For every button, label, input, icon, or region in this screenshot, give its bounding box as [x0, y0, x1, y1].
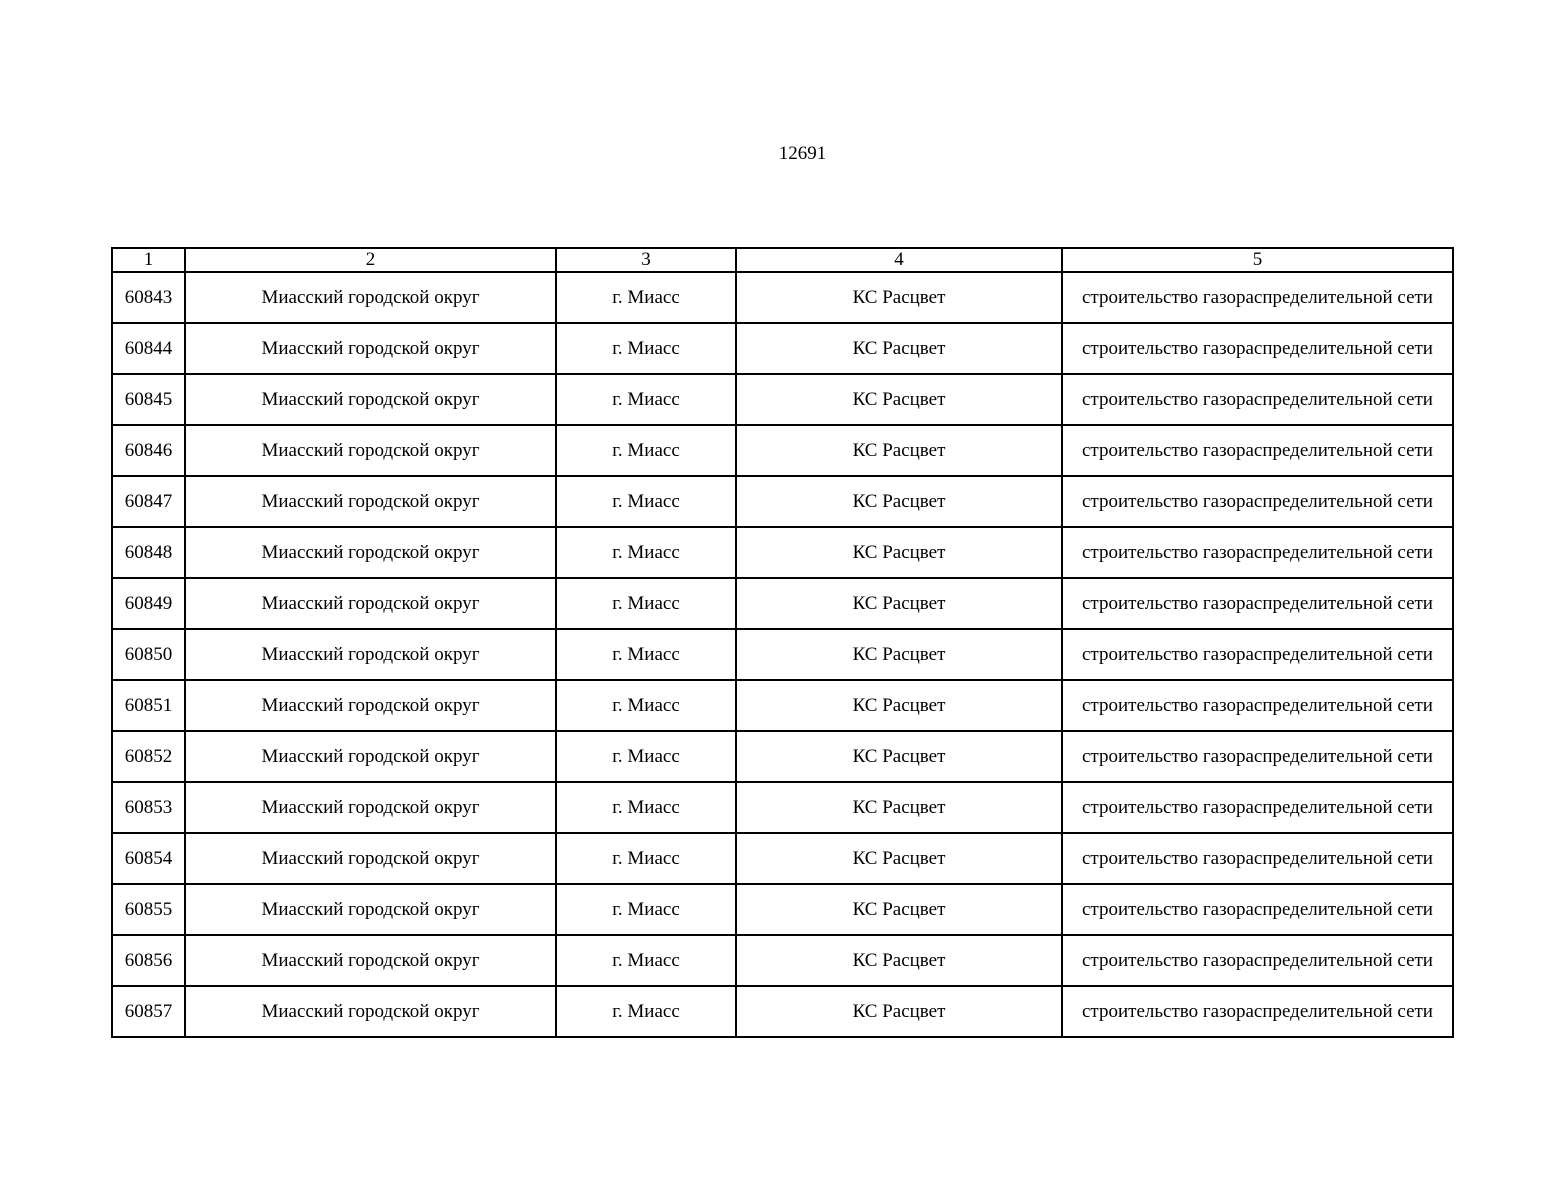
locality-cell: г. Миасс — [556, 425, 736, 476]
row-number-cell: 60850 — [112, 629, 185, 680]
header-cell-2: 2 — [185, 248, 556, 272]
table-row — [112, 833, 1453, 884]
work-type-cell: строительство газораспределительной сети — [1062, 731, 1453, 782]
table-row — [112, 680, 1453, 731]
table-row — [112, 374, 1453, 425]
object-cell: КС Расцвет — [736, 629, 1062, 680]
page-number: 12691 — [778, 143, 827, 164]
table-header — [112, 248, 1453, 272]
row-number-cell: 60844 — [112, 323, 185, 374]
locality-cell: г. Миасс — [556, 680, 736, 731]
table-row — [112, 986, 1453, 1037]
object-cell: КС Расцвет — [736, 680, 1062, 731]
object-cell: КС Расцвет — [736, 935, 1062, 986]
object-cell: КС Расцвет — [736, 731, 1062, 782]
district-cell: Миасский городской округ — [185, 680, 556, 731]
locality-cell: г. Миасс — [556, 476, 736, 527]
table-row — [112, 884, 1453, 935]
work-type-cell: строительство газораспределительной сети — [1062, 833, 1453, 884]
row-number-cell: 60847 — [112, 476, 185, 527]
district-cell: Миасский городской округ — [185, 935, 556, 986]
locality-cell: г. Миасс — [556, 629, 736, 680]
header-cell-3: 3 — [556, 248, 736, 272]
object-cell: КС Расцвет — [736, 272, 1062, 323]
table-row — [112, 476, 1453, 527]
object-cell: КС Расцвет — [736, 833, 1062, 884]
object-cell: КС Расцвет — [736, 527, 1062, 578]
locality-cell: г. Миасс — [556, 986, 736, 1037]
work-type-cell: строительство газораспределительной сети — [1062, 425, 1453, 476]
object-cell: КС Расцвет — [736, 986, 1062, 1037]
header-cell-5: 5 — [1062, 248, 1453, 272]
row-number-cell: 60857 — [112, 986, 185, 1037]
district-cell: Миасский городской округ — [185, 425, 556, 476]
district-cell: Миасский городской округ — [185, 527, 556, 578]
locality-cell: г. Миасс — [556, 323, 736, 374]
district-cell: Миасский городской округ — [185, 833, 556, 884]
district-cell: Миасский городской округ — [185, 323, 556, 374]
locality-cell: г. Миасс — [556, 782, 736, 833]
work-type-cell: строительство газораспределительной сети — [1062, 527, 1453, 578]
row-number-cell: 60849 — [112, 578, 185, 629]
row-number-cell: 60848 — [112, 527, 185, 578]
work-type-cell: строительство газораспределительной сети — [1062, 629, 1453, 680]
locality-cell: г. Миасс — [556, 527, 736, 578]
row-number-cell: 60851 — [112, 680, 185, 731]
district-cell: Миасский городской округ — [185, 986, 556, 1037]
table-row — [112, 782, 1453, 833]
work-type-cell: строительство газораспределительной сети — [1062, 884, 1453, 935]
object-cell: КС Расцвет — [736, 374, 1062, 425]
table-row — [112, 731, 1453, 782]
locality-cell: г. Миасс — [556, 833, 736, 884]
table-body — [112, 272, 1453, 1037]
work-type-cell: строительство газораспределительной сети — [1062, 476, 1453, 527]
district-cell: Миасский городской округ — [185, 629, 556, 680]
row-number-cell: 60855 — [112, 884, 185, 935]
district-cell: Миасский городской округ — [185, 476, 556, 527]
object-cell: КС Расцвет — [736, 884, 1062, 935]
work-type-cell: строительство газораспределительной сети — [1062, 680, 1453, 731]
work-type-cell: строительство газораспределительной сети — [1062, 323, 1453, 374]
district-cell: Миасский городской округ — [185, 731, 556, 782]
work-type-cell: строительство газораспределительной сети — [1062, 272, 1453, 323]
header-cell-1: 1 — [112, 248, 185, 272]
header-row — [112, 248, 1453, 272]
work-type-cell: строительство газораспределительной сети — [1062, 935, 1453, 986]
table-row — [112, 935, 1453, 986]
row-number-cell: 60854 — [112, 833, 185, 884]
row-number-cell: 60856 — [112, 935, 185, 986]
row-number-cell: 60846 — [112, 425, 185, 476]
object-cell: КС Расцвет — [736, 476, 1062, 527]
data-table — [111, 247, 1454, 1038]
work-type-cell: строительство газораспределительной сети — [1062, 374, 1453, 425]
row-number-cell: 60852 — [112, 731, 185, 782]
district-cell: Миасский городской округ — [185, 782, 556, 833]
table-row — [112, 629, 1453, 680]
object-cell: КС Расцвет — [736, 425, 1062, 476]
table-row — [112, 425, 1453, 476]
row-number-cell: 60853 — [112, 782, 185, 833]
locality-cell: г. Миасс — [556, 884, 736, 935]
locality-cell: г. Миасс — [556, 272, 736, 323]
work-type-cell: строительство газораспределительной сети — [1062, 986, 1453, 1037]
locality-cell: г. Миасс — [556, 374, 736, 425]
locality-cell: г. Миасс — [556, 578, 736, 629]
table-row — [112, 272, 1453, 323]
row-number-cell: 60845 — [112, 374, 185, 425]
district-cell: Миасский городской округ — [185, 578, 556, 629]
locality-cell: г. Миасс — [556, 731, 736, 782]
work-type-cell: строительство газораспределительной сети — [1062, 782, 1453, 833]
header-cell-4: 4 — [736, 248, 1062, 272]
object-cell: КС Расцвет — [736, 782, 1062, 833]
object-cell: КС Расцвет — [736, 578, 1062, 629]
object-cell: КС Расцвет — [736, 323, 1062, 374]
table-row — [112, 578, 1453, 629]
work-type-cell: строительство газораспределительной сети — [1062, 578, 1453, 629]
table-row — [112, 527, 1453, 578]
district-cell: Миасский городской округ — [185, 884, 556, 935]
row-number-cell: 60843 — [112, 272, 185, 323]
table-row — [112, 323, 1453, 374]
district-cell: Миасский городской округ — [185, 272, 556, 323]
locality-cell: г. Миасс — [556, 935, 736, 986]
district-cell: Миасский городской округ — [185, 374, 556, 425]
